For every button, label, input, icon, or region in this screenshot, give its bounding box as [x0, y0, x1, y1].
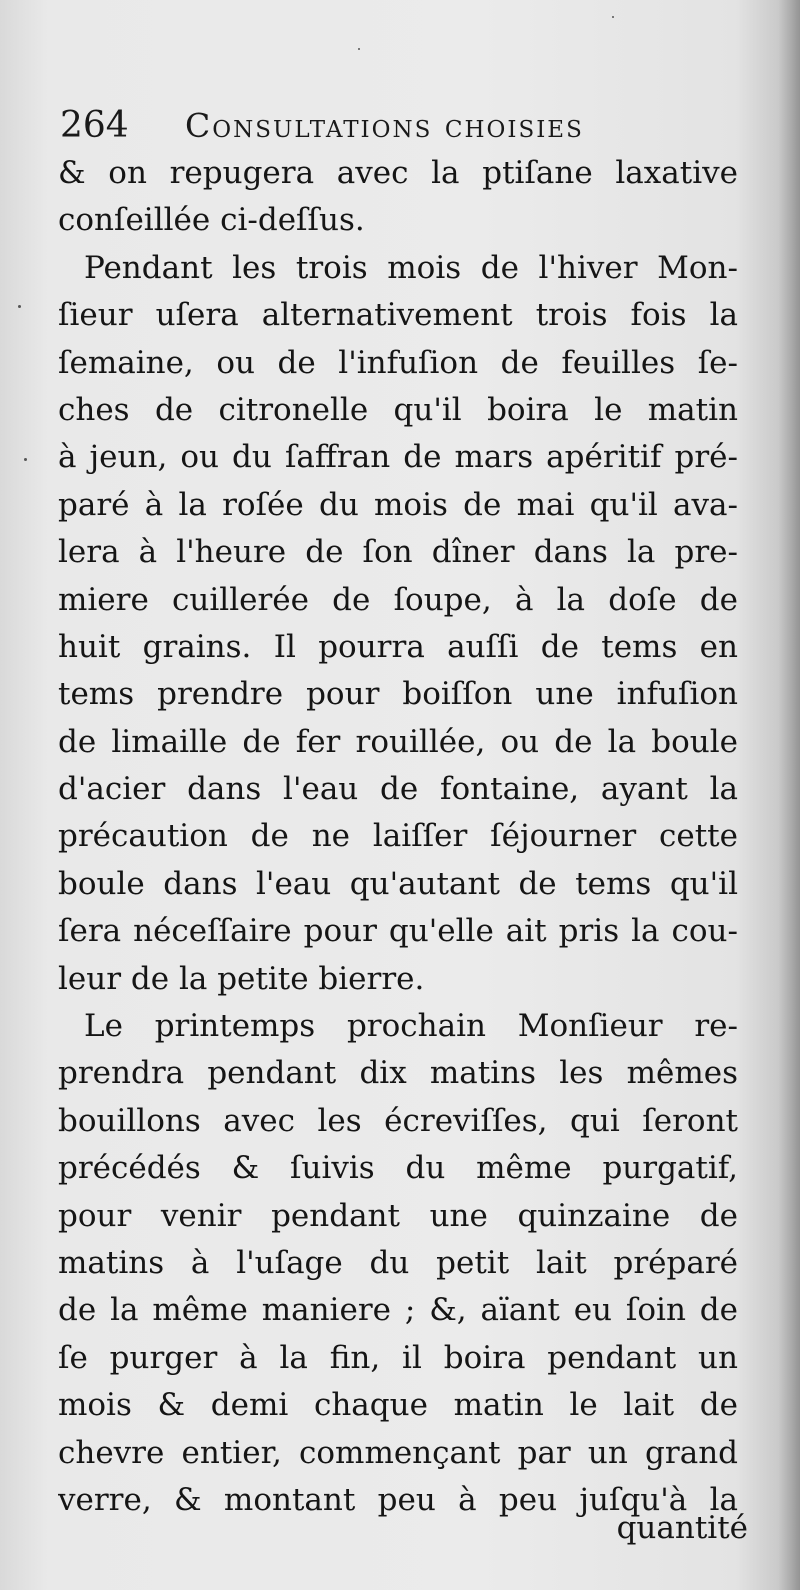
page-header [60, 100, 750, 152]
text-line: lera à l'heure de ſon dîner dans la pre- [58, 534, 738, 571]
text-line: à jeun, ou du ſaffran de mars apéritif pré- [58, 439, 738, 476]
text-line: ches de citronelle qu'il boira le matin [58, 391, 738, 428]
body-text [58, 150, 738, 1524]
text-line: de limaille de fer rouillée, ou de la boule [58, 723, 738, 760]
text-line: chevre entier, commençant par un grand [58, 1434, 738, 1471]
text-line: bouillons avec les écreviſſes, qui ſeront [58, 1102, 738, 1139]
running-head: Consultations choisies [185, 106, 584, 145]
text-line: matins à l'uſage du petit lait préparé [58, 1244, 738, 1281]
text-line: tems prendre pour boiſſon une infuſion [58, 676, 738, 713]
text-line: pour venir pendant une quinzaine de [58, 1197, 738, 1234]
text-line: ſe purger à la fin, il boira pendant un [58, 1339, 738, 1376]
text-line: verre, & montant peu à peu juſqu'à la [58, 1481, 738, 1518]
text-line: Pendant les trois mois de l'hiver Mon- [84, 249, 738, 286]
text-line: leur de la petite bierre. [58, 960, 425, 997]
text-line: paré à la roſée du mois de mai qu'il ava- [58, 486, 738, 523]
text-line: miere cuillerée de ſoupe, à la doſe de [58, 581, 738, 618]
catchword: quantité [616, 1510, 748, 1546]
text-line: précaution de ne laiſſer ſéjourner cette [58, 818, 738, 855]
text-line: d'acier dans l'eau de fontaine, ayant la [58, 771, 738, 808]
text-line: prendra pendant dix matins les mêmes [58, 1055, 738, 1092]
ink-speck [612, 16, 614, 18]
text-line: ſera néceſſaire pour qu'elle ait pris la cou- [58, 913, 738, 950]
text-line: huit grains. Il pourra auſſi de tems en [58, 628, 738, 665]
ink-speck [18, 305, 21, 308]
text-line: Le printemps prochain Monſieur re- [84, 1008, 738, 1045]
text-line: précédés & ſuivis du même purgatif, [58, 1150, 738, 1187]
page-edge-shadow [778, 0, 800, 1590]
ink-speck [24, 458, 27, 461]
page-number: 264 [60, 105, 129, 146]
text-line: boule dans l'eau qu'autant de tems qu'il [58, 865, 738, 902]
text-line: & on repugera avec la ptiſane laxative [58, 155, 738, 191]
ink-speck [358, 48, 360, 50]
text-line: ſieur uſera alternativement trois fois la [58, 297, 738, 334]
text-line: de la même maniere ; &, aïant eu ſoin de [58, 1292, 738, 1329]
text-line: ſemaine, ou de l'infuſion de feuilles ſe- [58, 344, 738, 381]
text-line: mois & demi chaque matin le lait de [58, 1387, 738, 1424]
text-line: conſeillée ci-deſſus. [58, 202, 365, 239]
